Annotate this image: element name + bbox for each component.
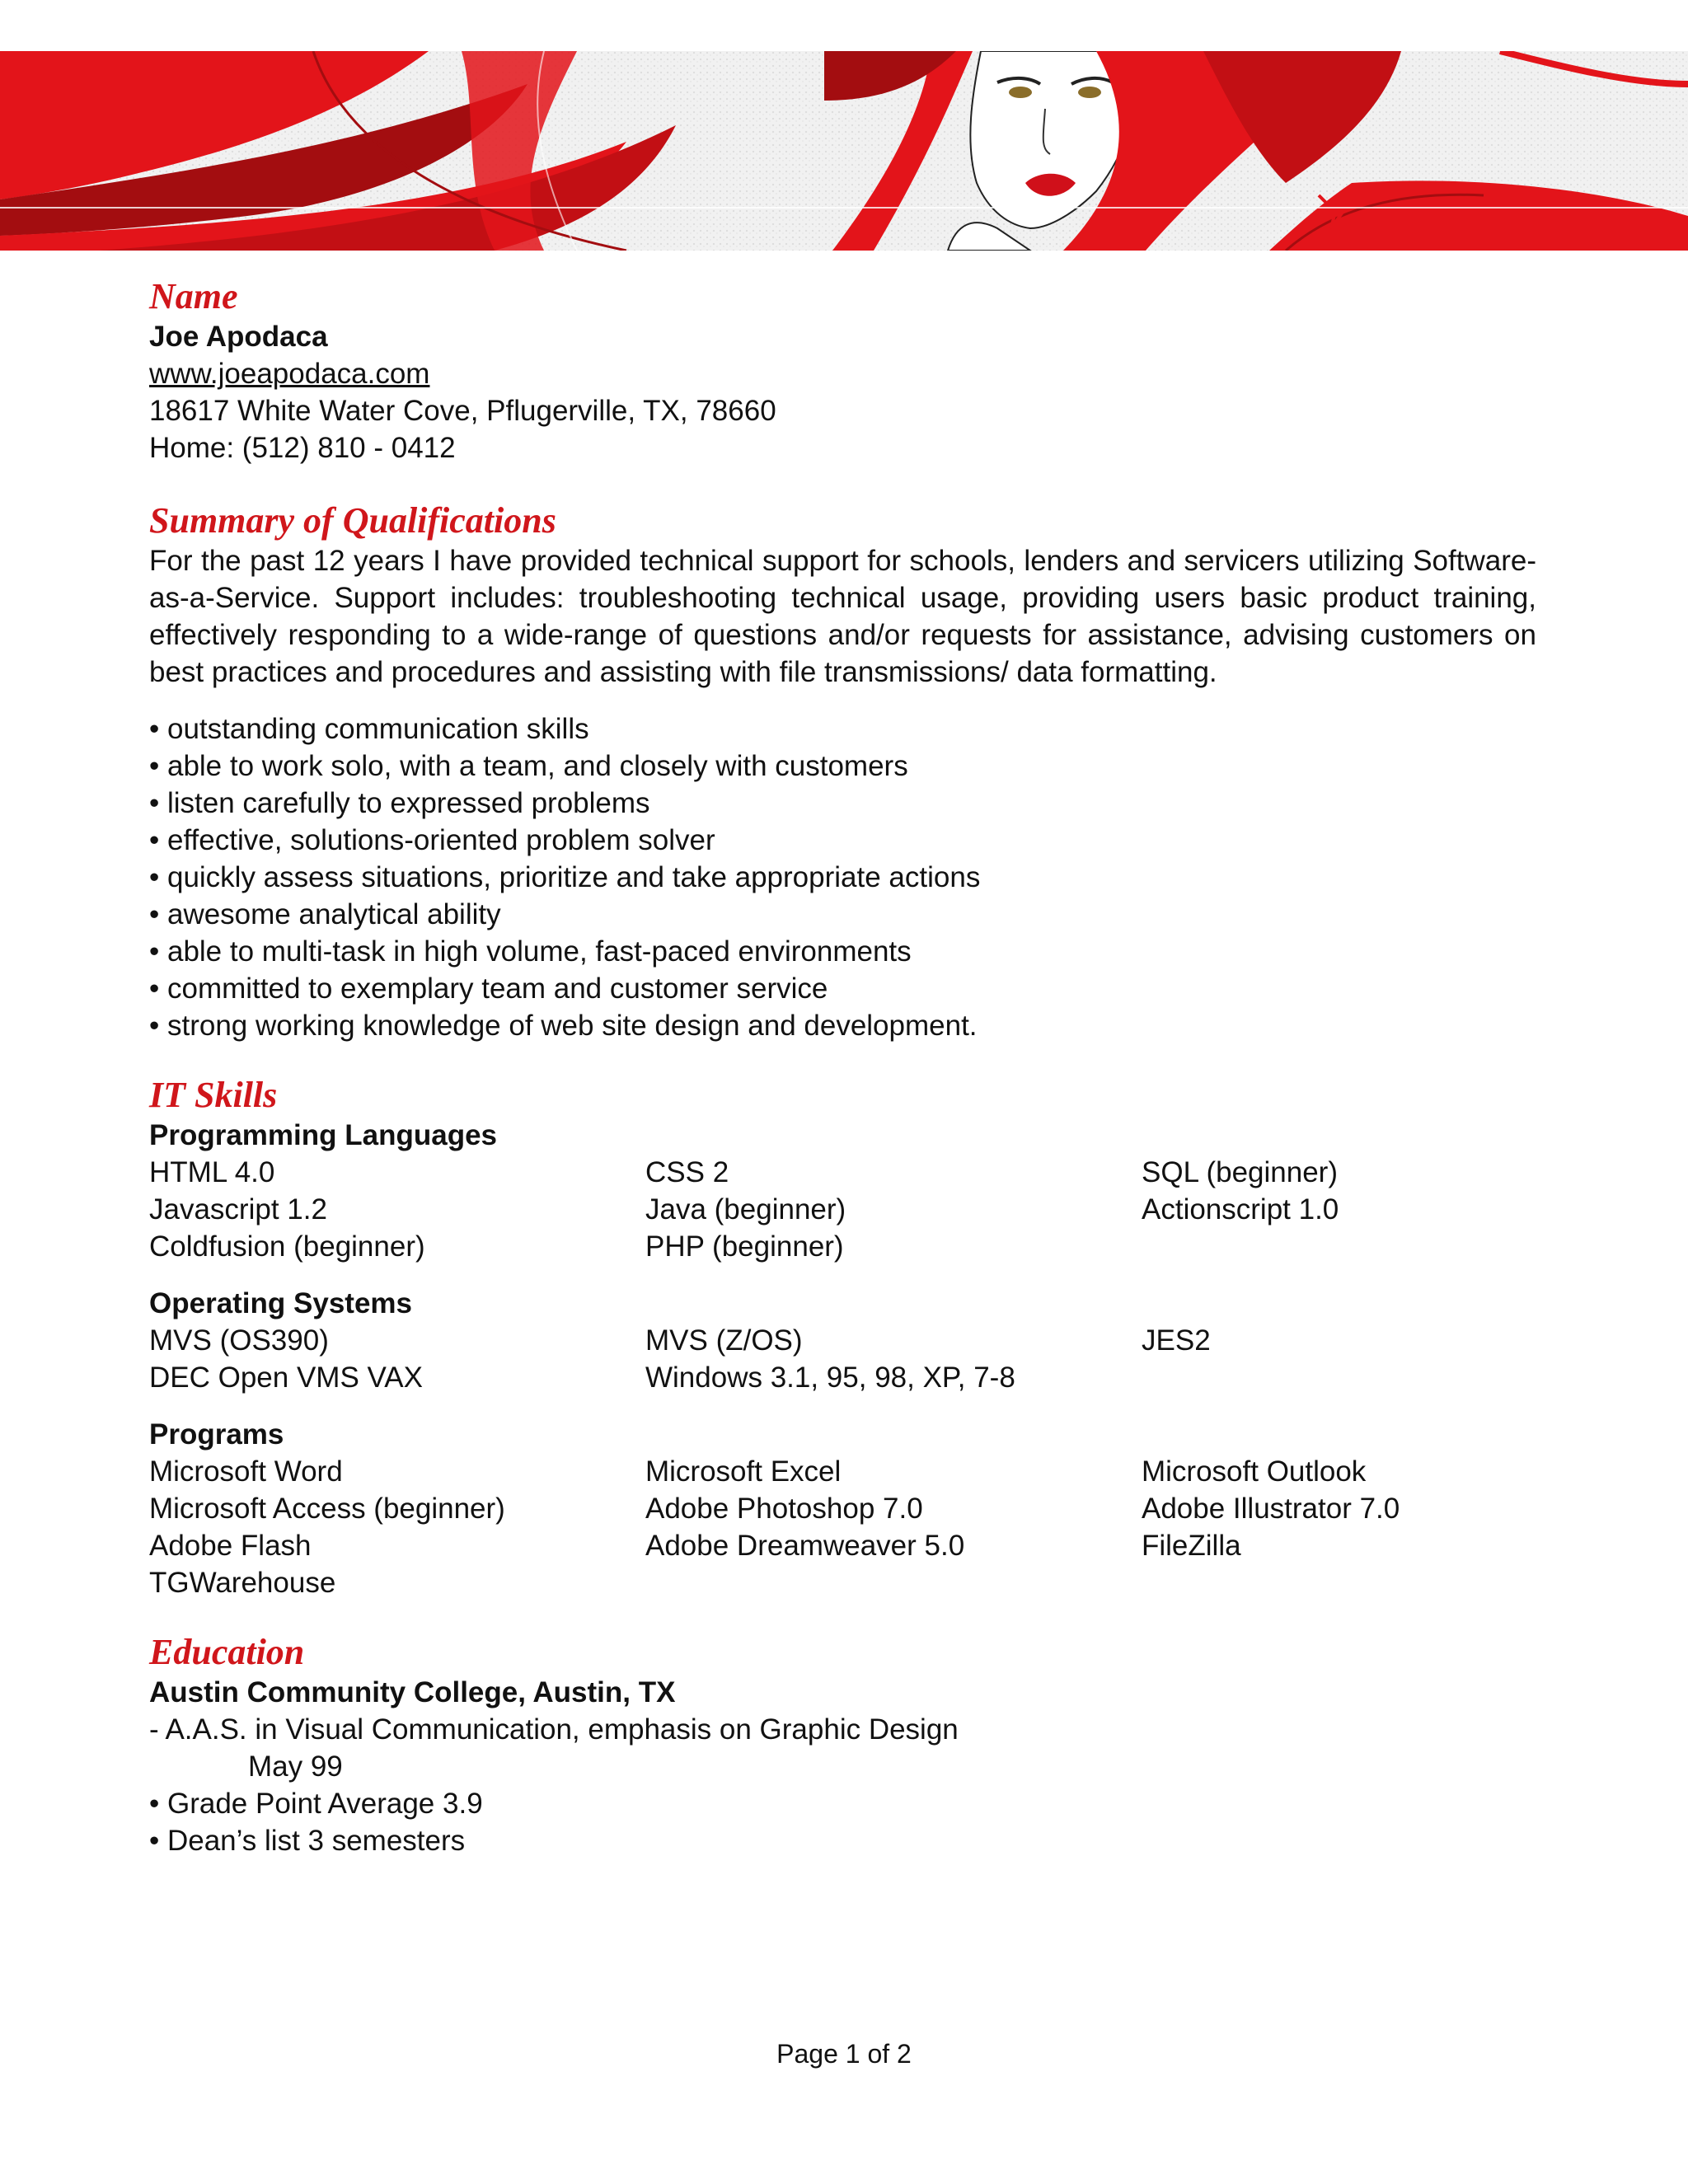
skill-item: DEC Open VMS VAX bbox=[149, 1361, 423, 1394]
list-item: • committed to exemplary team and customer service bbox=[149, 972, 828, 1005]
skill-item: CSS 2 bbox=[645, 1156, 729, 1188]
skill-item: Microsoft Outlook bbox=[1142, 1455, 1367, 1488]
skill-item: Coldfusion (beginner) bbox=[149, 1230, 425, 1263]
name-heading: Name bbox=[149, 276, 238, 316]
page-number: Page 1 of 2 bbox=[776, 2039, 912, 2069]
skill-item: Adobe Flash bbox=[149, 1530, 312, 1562]
summary-paragraph: For the past 12 years I have provided technical support for schools, lenders and servicers utilizing Software-as-a-Service. Support includes: troubleshooting technical usage, providing users basic product training, effectively responding to a wide-range of questions and/or requests for assistance, advising customers on best practices and procedures and assisting with file transmissions/ data formatting. bbox=[149, 545, 1536, 688]
skill-item: TGWarehouse bbox=[149, 1567, 336, 1599]
summary-heading: Summary of Qualifications bbox=[149, 500, 556, 541]
skill-item: HTML 4.0 bbox=[149, 1156, 275, 1188]
programming-languages-grid bbox=[149, 1154, 1536, 1265]
skill-item bbox=[645, 1564, 1142, 1601]
address: 18617 White Water Cove, Pflugerville, TX, 78660 bbox=[149, 395, 776, 427]
person-name: Joe Apodaca bbox=[149, 321, 328, 353]
operating-systems-grid bbox=[149, 1322, 1536, 1396]
skill-item: Microsoft Word bbox=[149, 1455, 343, 1488]
banner-illustration bbox=[0, 51, 1688, 251]
programs-title: Programs bbox=[149, 1418, 284, 1451]
skill-item: JES2 bbox=[1142, 1324, 1211, 1357]
list-item: • Dean’s list 3 semesters bbox=[149, 1825, 466, 1857]
it-skills-heading: IT Skills bbox=[149, 1075, 278, 1115]
degree-date: May 99 bbox=[248, 1750, 343, 1783]
degree: - A.A.S. in Visual Communication, emphasis on Graphic Design bbox=[149, 1713, 959, 1746]
programs-grid bbox=[149, 1453, 1536, 1601]
list-item: • listen carefully to expressed problems bbox=[149, 787, 650, 819]
skill-item: Microsoft Excel bbox=[645, 1455, 842, 1488]
education-heading: Education bbox=[149, 1632, 305, 1672]
skill-item: Microsoft Access (beginner) bbox=[149, 1493, 505, 1525]
skill-item: PHP (beginner) bbox=[645, 1230, 844, 1263]
skill-item: SQL (beginner) bbox=[1142, 1156, 1338, 1188]
skill-item: Windows 3.1, 95, 98, XP, 7-8 bbox=[645, 1361, 1015, 1394]
skill-item: Javascript 1.2 bbox=[149, 1193, 327, 1226]
list-item: • effective, solutions-oriented problem solver bbox=[149, 824, 715, 856]
phone: Home: (512) 810 - 0412 bbox=[149, 432, 456, 464]
list-item: • able to work solo, with a team, and closely with customers bbox=[149, 750, 908, 782]
qualifications-list bbox=[149, 710, 1536, 1044]
skill-item: Adobe Illustrator 7.0 bbox=[1142, 1493, 1400, 1525]
programming-languages-title: Programming Languages bbox=[149, 1119, 498, 1151]
list-item: • able to multi-task in high volume, fast-paced environments bbox=[149, 935, 912, 968]
skill-item: Adobe Dreamweaver 5.0 bbox=[645, 1530, 965, 1562]
header-banner bbox=[0, 51, 1688, 251]
list-item: • Grade Point Average 3.9 bbox=[149, 1788, 483, 1820]
skill-item: MVS (Z/OS) bbox=[645, 1324, 803, 1357]
list-item: • outstanding communication skills bbox=[149, 713, 589, 745]
skill-item: FileZilla bbox=[1142, 1530, 1241, 1562]
skill-item bbox=[1142, 1359, 1536, 1396]
list-item: • awesome analytical ability bbox=[149, 898, 501, 930]
school-name: Austin Community College, Austin, TX bbox=[149, 1676, 676, 1708]
list-item: • strong working knowledge of web site design and development. bbox=[149, 1010, 978, 1042]
skill-item bbox=[1142, 1228, 1536, 1265]
resume-content bbox=[149, 275, 1536, 1859]
skill-item: Adobe Photoshop 7.0 bbox=[645, 1493, 923, 1525]
operating-systems-title: Operating Systems bbox=[149, 1287, 412, 1319]
skill-item: Actionscript 1.0 bbox=[1142, 1193, 1339, 1226]
skill-item bbox=[1142, 1564, 1536, 1601]
website-link[interactable]: www.joeapodaca.com bbox=[149, 358, 430, 390]
list-item: • quickly assess situations, prioritize and take appropriate actions bbox=[149, 861, 981, 893]
skill-item: Java (beginner) bbox=[645, 1193, 846, 1226]
skill-item: MVS (OS390) bbox=[149, 1324, 329, 1357]
